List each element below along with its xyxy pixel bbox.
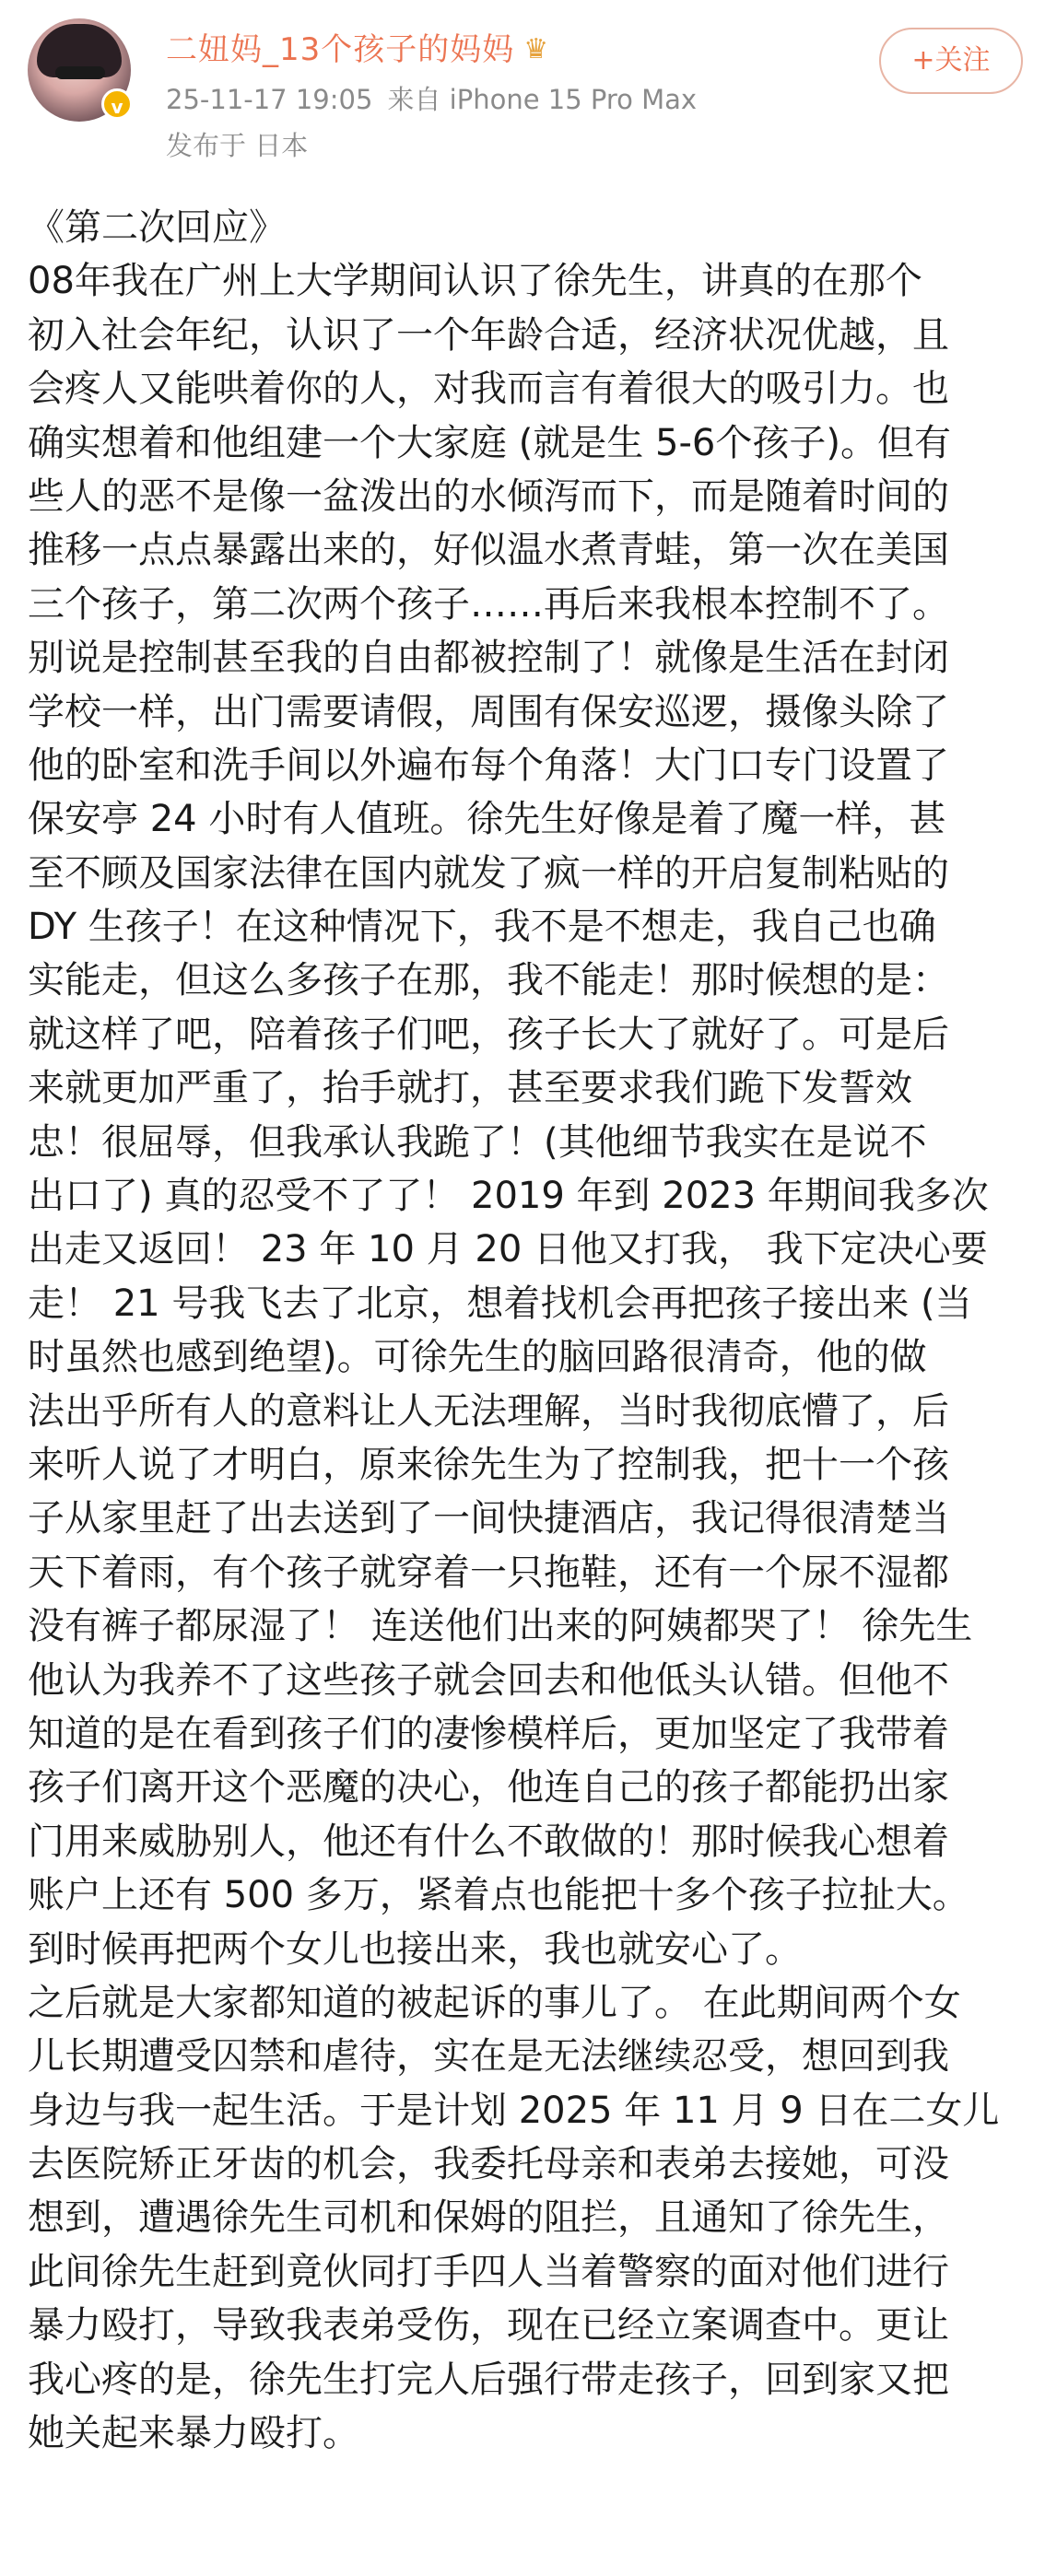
- post-text-line: 出走又返回！ 23 年 10 月 20 日他又打我， 我下定决心要: [28, 1228, 988, 1271]
- post-text-line: 想到，遭遇徐先生司机和保姆的阻拦，且通知了徐先生，: [28, 2196, 949, 2240]
- post-meta: [166, 79, 697, 117]
- post-text-line: 出口了) 真的忍受不了了！ 2019 年到 2023 年期间我多次: [28, 1175, 989, 1218]
- post-location: 发布于 日本: [166, 130, 309, 161]
- post-text-line: 身边与我一起生活。于是计划 2025 年 11 月 9 日在二女儿: [28, 2089, 1000, 2132]
- post-header: [0, 0, 1045, 184]
- post-text-line: 子从家里赶了出去送到了一间快捷酒店，我记得很清楚当: [28, 1497, 949, 1540]
- post-text-line: 确实想着和他组建一个大家庭 (就是生 5-6个孩子)。但有: [28, 421, 951, 464]
- post-text-line: 学校一样，出门需要请假，周围有保安巡逻，摄像头除了: [28, 690, 949, 733]
- post-text-line: 他的卧室和洗手间以外遍布每个角落！大门口专门设置了: [28, 744, 949, 787]
- post-text-line: 来听人说了才明白，原来徐先生为了控制我，把十一个孩: [28, 1443, 949, 1486]
- post-text-line: 儿长期遭受囚禁和虐待，实在是无法继续忍受，想回到我: [28, 2035, 949, 2078]
- post-text-line: 时虽然也感到绝望)。可徐先生的脑回路很清奇，他的做: [28, 1336, 927, 1379]
- post-title: 《第二次回应》: [28, 206, 286, 249]
- post-text-line: 就这样了吧，陪着孩子们吧，孩子长大了就好了。可是后: [28, 1013, 949, 1056]
- post-text-line: 三个孩子，第二次两个孩子……再后来我根本控制不了。: [28, 582, 949, 626]
- post-text-line: 他认为我养不了这些孩子就会回去和他低头认错。但他不: [28, 1658, 949, 1702]
- post-text-line: 门用来威胁别人，他还有什么不敢做的！那时候我心想着: [28, 1820, 949, 1863]
- post-text-line: 此间徐先生赶到竟伙同打手四人当着警察的面对他们进行: [28, 2250, 949, 2293]
- post-text-line: 之后就是大家都知道的被起诉的事儿了。 在此期间两个女: [28, 1981, 961, 2024]
- verified-badge-icon: v: [101, 88, 133, 120]
- post-text-line: 知道的是在看到孩子们的凄惨模样后，更加坚定了我带着: [28, 1712, 949, 1755]
- post-text-line: 天下着雨，有个孩子就穿着一只拖鞋，还有一个尿不湿都: [28, 1551, 949, 1594]
- post-text-line: 没有裤子都尿湿了！ 连送他们出来的阿姨都哭了！ 徐先生: [28, 1605, 973, 1648]
- post-text-line: 到时候再把两个女儿也接出来，我也就安心了。: [28, 1927, 802, 1971]
- post-text-line: 孩子们离开这个恶魔的决心，他连自己的孩子都能扔出家: [28, 1766, 949, 1809]
- post-text-line: 走！ 21 号我飞去了北京，想着找机会再把孩子接出来 (当: [28, 1282, 972, 1325]
- post-text-line: 来就更加严重了，抬手就打，甚至要求我们跪下发誓效: [28, 1067, 912, 1110]
- post-text-line: 别说是控制甚至我的自由都被控制了！就像是生活在封闭: [28, 637, 949, 680]
- crown-icon: ♛: [523, 33, 550, 65]
- post-text-line: 实能走，但这么多孩子在那，我不能走！那时候想的是：: [28, 959, 949, 1002]
- post-text-line: 她关起来暴力殴打。: [28, 2412, 359, 2455]
- post-text-line: 去医院矫正牙齿的机会，我委托母亲和表弟去接她，可没: [28, 2143, 949, 2186]
- avatar-glasses-shape: [55, 66, 105, 79]
- follow-button[interactable]: +关注: [879, 28, 1023, 94]
- post-text-line: 忠！很屈辱，但我承认我跪了！(其他细节我实在是说不: [28, 1120, 927, 1164]
- post-text-line: 保安亭 24 小时有人值班。徐先生好像是着了魔一样，甚: [28, 798, 946, 841]
- post-text-line: 些人的恶不是像一盆泼出的水倾泻而下，而是随着时间的: [28, 474, 949, 518]
- username-row[interactable]: [166, 24, 549, 69]
- post-body: [28, 201, 1017, 2460]
- post-text-line: 至不顾及国家法律在国内就发了疯一样的开启复制粘贴的: [28, 851, 949, 895]
- post-text-line: 推移一点点暴露出来的，好似温水煮青蛙，第一次在美国: [28, 529, 949, 572]
- username[interactable]: 二妞妈_13个孩子的妈妈: [166, 31, 515, 68]
- post-text-line: 初入社会年纪，认识了一个年龄合适，经济状况优越，且: [28, 313, 949, 357]
- post-source: 来自 iPhone 15 Pro Max: [387, 84, 698, 115]
- post-text-line: DY 生孩子！在这种情况下，我不是不想走，我自己也确: [28, 906, 936, 949]
- avatar[interactable]: [28, 18, 131, 122]
- post-text-line: 账户上还有 500 多万，紧着点也能把十多个孩子拉扯大。: [28, 1874, 969, 1917]
- post-text-line: 法出乎所有人的意料让人无法理解，当时我彻底懵了，后: [28, 1389, 949, 1433]
- post-text-line: 会疼人又能哄着你的人，对我而言有着很大的吸引力。也: [28, 368, 949, 411]
- post-timestamp: 25-11-17 19:05: [166, 84, 373, 115]
- post-text-line: 08年我在广州上大学期间认识了徐先生，讲真的在那个: [28, 260, 922, 303]
- post-text-line: 我心疼的是，徐先生打完人后强行带走孩子，回到家又把: [28, 2358, 949, 2401]
- post-text-line: 暴力殴打，导致我表弟受伤，现在已经立案调查中。更让: [28, 2304, 949, 2348]
